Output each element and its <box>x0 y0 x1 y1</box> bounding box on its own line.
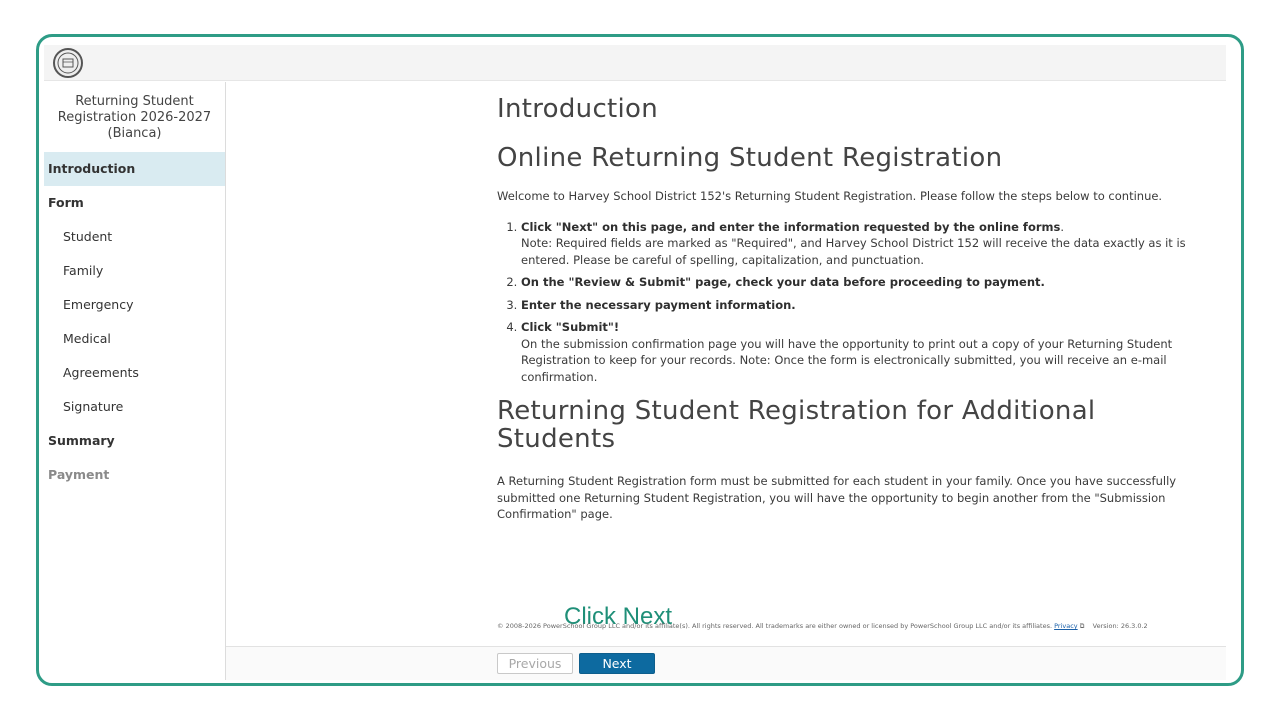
sidebar-item-summary[interactable]: Summary <box>48 433 115 448</box>
step-item <box>521 319 1197 385</box>
registration-heading: Online Returning Student Registration <box>497 143 1003 173</box>
step-note: On the submission confirmation page you will have the opportunity to print out a copy of your Returning Student Registration to keep for your records. Note: Once the form is electronically submitted, you will receive an e-mail confirmation. <box>521 336 1173 384</box>
step-suffix: . <box>1060 219 1064 234</box>
sidebar-item-student[interactable]: Student <box>63 229 113 244</box>
step-item <box>521 297 1197 314</box>
sidebar-item-medical[interactable]: Medical <box>63 331 111 346</box>
welcome-text: Welcome to Harvey School District 152's Returning Student Registration. Please follow the steps below to continue. <box>497 189 1163 203</box>
sidebar-item-signature[interactable]: Signature <box>63 399 124 414</box>
step-title: On the "Review & Submit" page, check your data before proceeding to payment. <box>521 275 1045 289</box>
step-title: Click "Next" on this page, and enter the information requested by the online forms <box>521 219 1061 234</box>
step-item <box>521 274 1197 291</box>
version-text: Version: 26.3.0.2 <box>1092 622 1148 630</box>
step-title: Click "Submit"! <box>521 320 620 334</box>
steps-list <box>497 219 1197 386</box>
footer <box>497 622 1217 631</box>
district-seal-icon <box>53 48 83 78</box>
copyright-text: © 2008-2026 PowerSchool Group LLC and/or its affiliate(s). All rights reserved. All trademarks are either owned or licensed by PowerSchool Group LLC and/or its affiliates. <box>497 622 1055 630</box>
app-frame <box>36 34 1244 686</box>
sidebar-nav <box>44 152 225 492</box>
sidebar-item-form[interactable]: Form <box>48 195 84 210</box>
previous-button: Previous <box>497 653 573 674</box>
click-next-caption: Click Next <box>564 603 673 630</box>
external-link-icon: ⧉ <box>1079 622 1085 630</box>
sidebar <box>44 82 226 680</box>
next-button[interactable]: Next <box>579 653 655 674</box>
sidebar-item-emergency[interactable]: Emergency <box>63 297 134 312</box>
sidebar-item-introduction[interactable]: Introduction <box>44 152 225 186</box>
top-bar <box>44 45 1226 81</box>
additional-students-heading: Returning Student Registration for Additional Students <box>497 396 1096 454</box>
sidebar-item-agreements[interactable]: Agreements <box>63 365 139 380</box>
additional-students-text: A Returning Student Registration form must be submitted for each student in your family. Once you have successfully submitted one Returning Student Registration, you will have the opportunity to begin another from the "Submission Confirmation" page. <box>497 474 1177 521</box>
step-note: Note: Required fields are marked as "Required", and Harvey School District 152 will receive the data exactly as it is entered. Please be careful of spelling, capitalization, and punctuation. <box>521 236 1186 267</box>
sidebar-item-payment: Payment <box>48 467 110 482</box>
sidebar-item-family[interactable]: Family <box>63 263 104 278</box>
privacy-link[interactable]: Privacy <box>1054 622 1078 630</box>
main-content <box>497 82 1197 642</box>
page-title: Introduction <box>497 94 659 124</box>
step-title: Enter the necessary payment information. <box>521 297 796 312</box>
button-bar <box>226 646 1226 680</box>
step-item <box>521 219 1197 269</box>
sidebar-title: Returning Student Registration 2026-2027 (Bianca) <box>57 94 212 141</box>
